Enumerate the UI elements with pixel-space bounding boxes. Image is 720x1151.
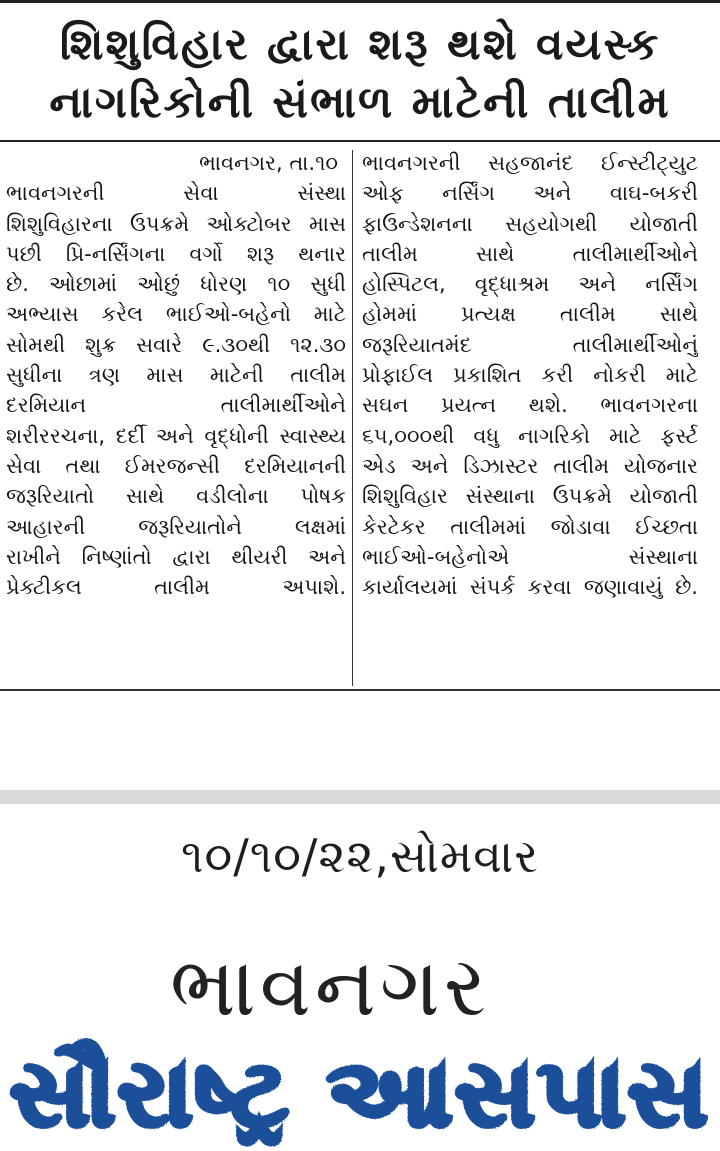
article-headline bbox=[0, 16, 720, 132]
body-line: આહારની જરૂરિયાતોને લક્ષમાં bbox=[6, 514, 346, 539]
body-line: હોમમાં પ્રત્યક્ષ તાલીમ સાથે bbox=[362, 302, 698, 327]
headline-line-1: શિશુવિહાર દ્વારા શરૂ થશે વયસ્ક bbox=[59, 19, 661, 70]
edition-city: ભાવનગર bbox=[170, 940, 491, 1035]
body-line: જરૂરિયાતો સાથે વડીલોના પોષક bbox=[6, 484, 346, 509]
body-line: ઓફ નર્સિંગ અને વાઘ-બકરી bbox=[362, 181, 698, 206]
body-line: ભાવનગરની સેવા સંસ્થા bbox=[6, 181, 346, 206]
top-rule bbox=[0, 0, 720, 3]
newspaper-logo-graphic bbox=[0, 1025, 720, 1151]
headline-line-2: નાગરિકોની સંભાળ માટેની તાલીમ bbox=[49, 77, 671, 128]
article-column-left bbox=[6, 148, 346, 602]
body-line: શરીરરચના, દર્દી અને વૃદ્ધોની સ્વાસ્થ્ય bbox=[6, 423, 346, 448]
body-line: શિશુવિહાર સંસ્થાના ઉપક્રમે યોજાતી bbox=[362, 484, 698, 509]
body-line: તાલીમ સાથે તાલીમાર્થીઓને bbox=[362, 241, 698, 266]
body-line: ૬૫,૦૦૦થી વધુ નાગરિકો માટે ફર્સ્ટ bbox=[362, 423, 698, 448]
body-line: રાખીને નિષ્ણાંતો દ્વારા થીયરી અને bbox=[6, 544, 346, 569]
body-line: અભ્યાસ કરેલ ભાઈઓ-બહેનો માટે bbox=[6, 302, 346, 327]
body-line: ભાવનગરની સહજાનંદ ઈન્સ્ટીટ્યુટ bbox=[362, 151, 698, 175]
body-line: દરમિયાન તાલીમાર્થીઓને bbox=[6, 393, 346, 418]
body-line: જરૂરિયાતમંદ તાલીમાર્થીઓનું bbox=[362, 332, 698, 357]
article-column-right bbox=[362, 148, 698, 602]
body-line: સોમથી શુક્ર સવારે ૯.૩૦થી ૧૨.૩૦ bbox=[6, 332, 346, 357]
body-line: એડ અને ડિઝાસ્ટર તાલીમ યોજનાર bbox=[362, 453, 698, 478]
dateline: ભાવનગર, તા.૧૦ bbox=[199, 151, 338, 175]
article-bottom-rule bbox=[0, 689, 720, 691]
publication-date: ૧૦/૧૦/૨૨,સોમવાર bbox=[180, 829, 540, 883]
headline-rule bbox=[0, 140, 720, 142]
column-divider bbox=[352, 150, 353, 686]
separator-band bbox=[0, 790, 720, 804]
body-line: સઘન પ્રયત્ન થશે. ભાવનગરના bbox=[362, 393, 698, 418]
body-line: સુધીના ત્રણ માસ માટેની તાલીમ bbox=[6, 363, 346, 388]
newspaper-logo bbox=[0, 1025, 720, 1151]
body-line: કેરટેકર તાલીમમાં જોડાવા ઈચ્છતા bbox=[362, 514, 698, 539]
body-line: ફાઉન્ડેશનના સહયોગથી યોજાતી bbox=[362, 211, 698, 236]
body-line: પ્રોફાઈલ પ્રકાશિત કરી નોકરી માટે bbox=[362, 363, 698, 388]
body-line: પ્રેક્ટીકલ તાલીમ અપાશે. bbox=[6, 575, 346, 600]
body-line: છે. ઓછામાં ઓછું ધોરણ ૧૦ સુધી bbox=[6, 272, 346, 297]
body-line: ભાઈઓ-બહેનોએ સંસ્થાના bbox=[362, 544, 698, 569]
body-line: શિશુવિહારના ઉપક્રમે ઓક્ટોબર માસ bbox=[6, 211, 346, 236]
body-line: સેવા તથા ઈમરજન્સી દરમિયાનની bbox=[6, 453, 346, 478]
svg-text:સૌરાષ્ટ્ર આસપાસ: સૌરાષ્ટ્ર આસપાસ bbox=[10, 1040, 710, 1147]
body-line: પછી પ્રિ-નર્સિંગના વર્ગો શરૂ થનાર bbox=[6, 241, 346, 266]
body-line: હોસ્પિટલ, વૃદ્ધાશ્રમ અને નર્સિંગ bbox=[362, 272, 698, 297]
body-line: કાર્યાલયમાં સંપર્ક કરવા જણાવાયું છે. bbox=[362, 575, 698, 600]
